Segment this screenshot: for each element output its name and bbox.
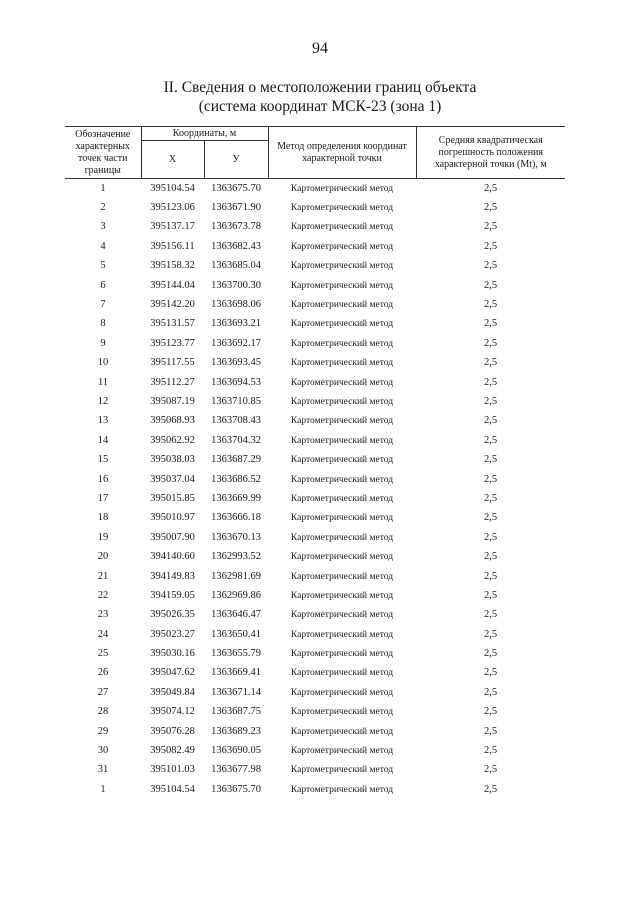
cell-y: 1363685.04: [211, 260, 261, 272]
cell-error: 2,5: [483, 376, 498, 388]
table-row: [65, 237, 565, 256]
cell-y: 1363671.14: [211, 686, 261, 698]
cell-y: 1363687.75: [211, 706, 261, 718]
table-row: [65, 683, 565, 702]
cell-point: 2: [100, 202, 106, 214]
cell-y: 1363675.70: [211, 182, 261, 194]
cell-error: 2,5: [483, 260, 498, 272]
cell-error: 2,5: [483, 357, 498, 369]
cell-x: 395142.20: [150, 299, 195, 311]
cell-method: Картометрический метод: [290, 649, 394, 660]
cell-error: 2,5: [483, 434, 498, 446]
cell-point: 17: [97, 492, 109, 504]
table-row: [65, 703, 565, 722]
cell-error: 2,5: [483, 725, 498, 737]
table-row: [65, 257, 565, 276]
cell-x: 395144.04: [150, 279, 195, 291]
table-row: [65, 586, 565, 605]
cell-point: 22: [97, 589, 109, 601]
cell-error: 2,5: [483, 221, 498, 233]
cell-method: Картометрический метод: [290, 183, 394, 194]
cell-method: Картометрический метод: [290, 493, 394, 504]
cell-y: 1363690.05: [211, 745, 261, 757]
header-error: Средняя квадратическая погрешность положения характерной точки (Mt), м: [416, 127, 565, 179]
cell-point: 24: [97, 628, 109, 640]
table-row: [65, 741, 565, 760]
cell-y: 1363682.43: [211, 240, 261, 252]
cell-method: Картометрический метод: [290, 241, 394, 252]
cell-error: 2,5: [483, 686, 498, 698]
table-row: [65, 354, 565, 373]
cell-y: 1362981.69: [211, 570, 261, 582]
cell-x: 395158.32: [150, 260, 195, 272]
cell-y: 1363700.30: [211, 279, 261, 291]
cell-error: 2,5: [483, 551, 498, 563]
cell-error: 2,5: [483, 706, 498, 718]
table-row: [65, 450, 565, 469]
cell-method: Картометрический метод: [290, 319, 394, 330]
cell-method: Картометрический метод: [290, 726, 394, 737]
header-method: Метод определения координат характерной точки: [268, 127, 416, 179]
cell-x: 395023.27: [150, 628, 195, 640]
cell-method: Картометрический метод: [290, 629, 394, 640]
cell-x: 395026.35: [150, 609, 195, 621]
table-row: [65, 606, 565, 625]
table-row: [65, 509, 565, 528]
cell-method: Картометрический метод: [290, 435, 394, 446]
cell-x: 395156.11: [150, 240, 195, 252]
cell-x: 395112.27: [150, 376, 195, 388]
cell-y: 1363650.41: [211, 628, 261, 640]
cell-error: 2,5: [483, 648, 498, 660]
cell-error: 2,5: [483, 473, 498, 485]
table-row: [65, 644, 565, 663]
cell-point: 23: [97, 609, 109, 621]
cell-point: 15: [97, 454, 109, 466]
cell-x: 394159.05: [150, 589, 195, 601]
cell-x: 395007.90: [150, 531, 195, 543]
cell-x: 395062.92: [150, 434, 195, 446]
cell-y: 1363677.98: [211, 764, 261, 776]
cell-point: 14: [97, 434, 109, 446]
cell-x: 394149.83: [150, 570, 195, 582]
table-row: [65, 567, 565, 586]
cell-y: 1363655.79: [211, 648, 261, 660]
cell-x: 395123.06: [150, 202, 195, 214]
cell-y: 1363646.47: [211, 609, 261, 621]
coordinates-table: [65, 126, 565, 800]
table-row: [65, 547, 565, 566]
cell-x: 395082.49: [150, 745, 195, 757]
header-x: X: [141, 141, 204, 179]
cell-point: 9: [100, 337, 106, 349]
cell-x: 395104.54: [150, 783, 195, 795]
cell-error: 2,5: [483, 531, 498, 543]
title-line-1: II. Сведения о местоположении границ объекта: [163, 79, 477, 96]
table-row: [65, 780, 565, 799]
cell-method: Картометрический метод: [290, 707, 394, 718]
cell-y: 1363708.43: [211, 415, 261, 427]
cell-point: 4: [100, 240, 106, 252]
cell-error: 2,5: [483, 299, 498, 311]
cell-x: 395137.17: [150, 221, 195, 233]
cell-point: 28: [97, 706, 109, 718]
cell-y: 1362993.52: [211, 551, 261, 563]
table-row: [65, 761, 565, 780]
cell-method: Картометрический метод: [290, 377, 394, 388]
table-body: [65, 179, 565, 800]
table-row: [65, 722, 565, 741]
cell-point: 1: [100, 783, 106, 795]
cell-y: 1363666.18: [211, 512, 261, 524]
cell-point: 7: [100, 299, 106, 311]
table-row: [65, 625, 565, 644]
cell-point: 19: [97, 531, 109, 543]
cell-point: 27: [97, 686, 109, 698]
cell-method: Картометрический метод: [290, 746, 394, 757]
cell-point: 6: [100, 279, 106, 291]
cell-x: 395038.03: [150, 454, 195, 466]
cell-method: Картометрический метод: [290, 668, 394, 679]
cell-error: 2,5: [483, 783, 498, 795]
table-row: [65, 334, 565, 353]
cell-error: 2,5: [483, 570, 498, 582]
cell-method: Картометрический метод: [290, 784, 394, 795]
cell-error: 2,5: [483, 609, 498, 621]
cell-method: Картометрический метод: [290, 552, 394, 563]
cell-error: 2,5: [483, 182, 498, 194]
header-point: Обозначение характерных точек части границы: [65, 127, 141, 179]
cell-error: 2,5: [483, 589, 498, 601]
cell-error: 2,5: [483, 279, 498, 291]
cell-point: 31: [97, 764, 109, 776]
cell-error: 2,5: [483, 454, 498, 466]
cell-x: 395104.54: [150, 182, 195, 194]
cell-x: 395123.77: [150, 337, 195, 349]
cell-x: 394140.60: [150, 551, 195, 563]
table-row: [65, 179, 565, 199]
cell-method: Картометрический метод: [290, 416, 394, 427]
cell-method: Картометрический метод: [290, 338, 394, 349]
cell-y: 1363671.90: [211, 202, 261, 214]
cell-method: Картометрический метод: [290, 590, 394, 601]
cell-point: 30: [97, 745, 109, 757]
cell-x: 395087.19: [150, 395, 195, 407]
cell-point: 11: [97, 376, 109, 388]
cell-point: 21: [97, 570, 109, 582]
cell-method: Картометрический метод: [290, 455, 394, 466]
cell-x: 395068.93: [150, 415, 195, 427]
cell-point: 16: [97, 473, 109, 485]
cell-point: 25: [97, 648, 109, 660]
cell-method: Картометрический метод: [290, 222, 394, 233]
cell-x: 395037.04: [150, 473, 195, 485]
cell-point: 26: [97, 667, 109, 679]
cell-point: 13: [97, 415, 109, 427]
cell-error: 2,5: [483, 415, 498, 427]
cell-point: 8: [100, 318, 106, 330]
cell-method: Картометрический метод: [290, 358, 394, 369]
page-title: [0, 78, 640, 116]
cell-error: 2,5: [483, 318, 498, 330]
cell-y: 1363704.32: [211, 434, 261, 446]
cell-x: 395101.03: [150, 764, 195, 776]
cell-point: 18: [97, 512, 109, 524]
table-row: [65, 412, 565, 431]
cell-point: 29: [97, 725, 109, 737]
cell-y: 1363686.52: [211, 473, 261, 485]
table-row: [65, 315, 565, 334]
cell-method: Картометрический метод: [290, 513, 394, 524]
cell-method: Картометрический метод: [290, 203, 394, 214]
cell-y: 1363673.78: [211, 221, 261, 233]
cell-point: 3: [100, 221, 106, 233]
header-coords: Координаты, м: [141, 127, 268, 141]
cell-point: 5: [100, 260, 106, 272]
cell-error: 2,5: [483, 628, 498, 640]
cell-point: 10: [97, 357, 109, 369]
cell-error: 2,5: [483, 667, 498, 679]
cell-error: 2,5: [483, 202, 498, 214]
cell-y: 1363675.70: [211, 783, 261, 795]
table-row: [65, 528, 565, 547]
cell-y: 1363693.21: [211, 318, 261, 330]
cell-method: Картометрический метод: [290, 261, 394, 272]
cell-x: 395049.84: [150, 686, 195, 698]
cell-y: 1363693.45: [211, 357, 261, 369]
cell-error: 2,5: [483, 512, 498, 524]
cell-y: 1363689.23: [211, 725, 261, 737]
table-row: [65, 470, 565, 489]
table-row: [65, 489, 565, 508]
cell-x: 395010.97: [150, 512, 195, 524]
table-row: [65, 431, 565, 450]
table-row: [65, 373, 565, 392]
cell-error: 2,5: [483, 240, 498, 252]
cell-point: 20: [97, 551, 109, 563]
cell-method: Картометрический метод: [290, 687, 394, 698]
cell-y: 1363687.29: [211, 454, 261, 466]
cell-method: Картометрический метод: [290, 610, 394, 621]
cell-y: 1363692.17: [211, 337, 261, 349]
cell-x: 395076.28: [150, 725, 195, 737]
cell-x: 395047.62: [150, 667, 195, 679]
header-y: У: [204, 141, 268, 179]
cell-method: Картометрический метод: [290, 300, 394, 311]
cell-method: Картометрический метод: [290, 765, 394, 776]
cell-method: Картометрический метод: [290, 280, 394, 291]
cell-method: Картометрический метод: [290, 474, 394, 485]
cell-error: 2,5: [483, 764, 498, 776]
cell-method: Картометрический метод: [290, 532, 394, 543]
cell-y: 1363670.13: [211, 531, 261, 543]
cell-y: 1363694.53: [211, 376, 261, 388]
cell-y: 1363698.06: [211, 299, 261, 311]
cell-x: 395131.57: [150, 318, 195, 330]
table-row: [65, 218, 565, 237]
cell-y: 1363710.85: [211, 395, 261, 407]
cell-x: 395117.55: [150, 357, 195, 369]
cell-error: 2,5: [483, 395, 498, 407]
cell-x: 395030.16: [150, 648, 195, 660]
cell-error: 2,5: [483, 337, 498, 349]
cell-x: 395074.12: [150, 706, 195, 718]
cell-x: 395015.85: [150, 492, 195, 504]
title-line-2: (система координат МСК-23 (зона 1): [198, 98, 442, 115]
cell-y: 1363669.99: [211, 492, 261, 504]
table-row: [65, 295, 565, 314]
table-row: [65, 392, 565, 411]
cell-y: 1362969.86: [211, 589, 261, 601]
cell-method: Картометрический метод: [290, 396, 394, 407]
page-number: 94: [312, 40, 328, 57]
table-row: [65, 276, 565, 295]
cell-point: 12: [97, 395, 109, 407]
table-row: [65, 198, 565, 217]
cell-point: 1: [100, 182, 106, 194]
table-row: [65, 664, 565, 683]
cell-error: 2,5: [483, 492, 498, 504]
cell-method: Картометрический метод: [290, 571, 394, 582]
cell-error: 2,5: [483, 745, 498, 757]
cell-y: 1363669.41: [211, 667, 261, 679]
